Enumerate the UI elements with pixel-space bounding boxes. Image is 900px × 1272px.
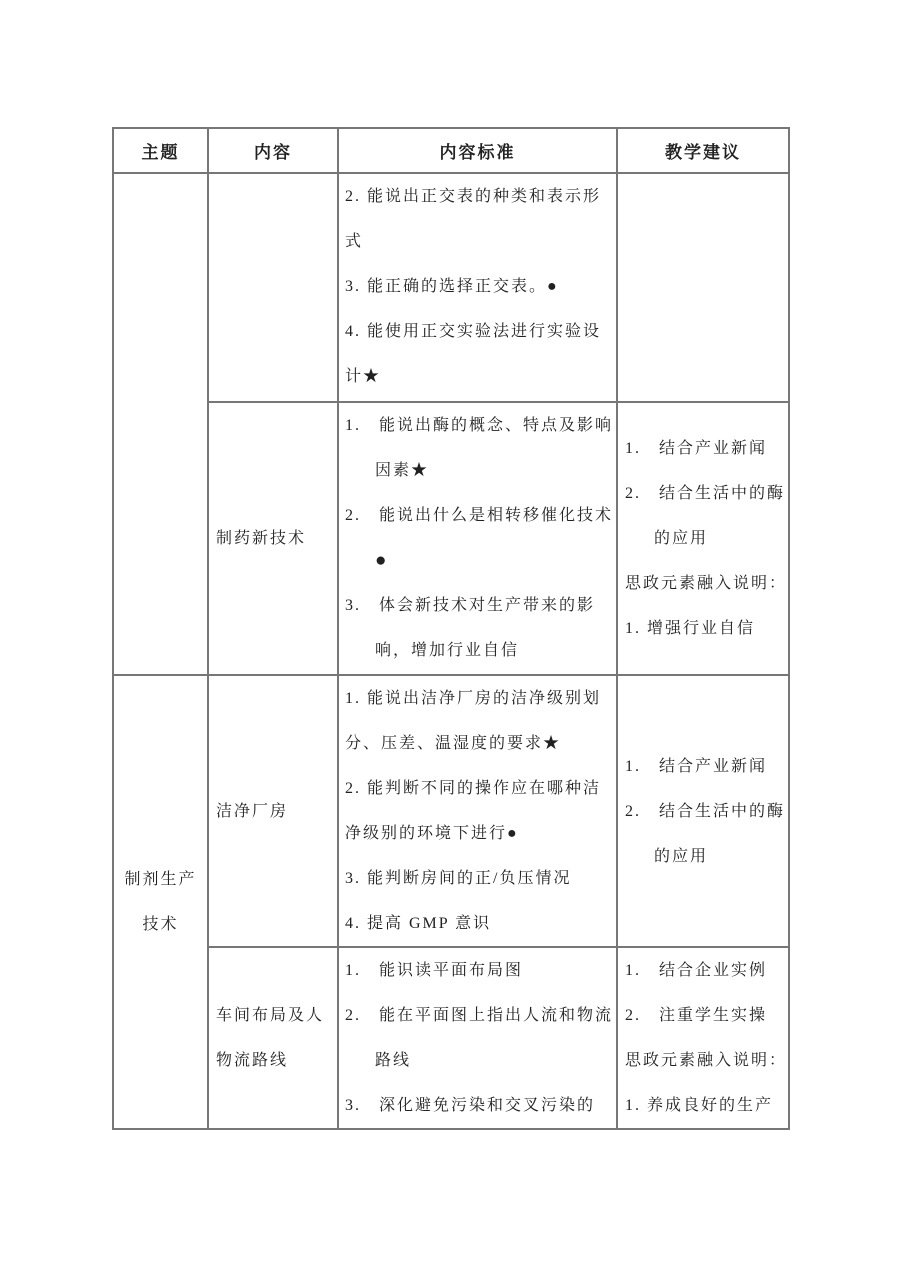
standard-line: 4. 能使用正交实验法进行实验设 (345, 323, 602, 340)
cell-suggestions-c (617, 675, 789, 947)
cell-standards-d (338, 947, 617, 1129)
standard-line-bullet: ● (375, 550, 389, 571)
cell-standards-b (338, 402, 617, 675)
standard-line: 2. 能说出什么是相转移催化技术 (345, 507, 614, 524)
cell-content-d (208, 947, 338, 1129)
suggestion-line: 2. 结合生活中的酶 (625, 485, 786, 502)
content-label: 物流路线 (216, 1052, 289, 1069)
cell-content-c (208, 675, 338, 947)
standard-line: 路线 (375, 1052, 412, 1069)
suggestion-line: 1. 养成良好的生产 (625, 1097, 774, 1114)
cell-suggestions-d (617, 947, 789, 1129)
suggestion-line: 思政元素融入说明： (625, 1052, 788, 1069)
standard-line: 因素★ (375, 462, 430, 479)
table-header-row (113, 128, 789, 173)
header-topic: 主题 (113, 128, 208, 173)
content-label: 车间布局及人 (216, 1007, 325, 1024)
standard-line: 1. 能说出酶的概念、特点及影响 (345, 417, 614, 434)
header-suggestion: 教学建议 (617, 128, 789, 173)
cell-standards-c (338, 675, 617, 947)
standard-line: 响，增加行业自信 (375, 642, 520, 659)
suggestion-line: 1. 结合产业新闻 (625, 757, 768, 775)
standard-line: 2. 能判断不同的操作应在哪种洁 (345, 780, 602, 797)
standard-line: 计★ (345, 368, 382, 385)
standard-line: 3. 体会新技术对生产带来的影 (345, 597, 596, 614)
suggestion-line: 1. 增强行业自信 (625, 620, 756, 637)
cell-topic-block2 (113, 675, 208, 1129)
standard-line: 1. 能识读平面布局图 (345, 962, 524, 979)
table-row-orthogonal (113, 173, 789, 402)
suggestion-line: 的应用 (654, 530, 709, 547)
suggestion-line: 1. 结合产业新闻 (625, 440, 768, 457)
standard-line: 3. 能正确的选择正交表。● (345, 278, 559, 295)
table-row-workshop-layout (113, 947, 789, 1129)
standard-line: 2. 能说出正交表的种类和表示形 (345, 188, 602, 205)
cell-suggestions-b (617, 402, 789, 675)
curriculum-table (112, 127, 790, 1130)
suggestion-line: 思政元素融入说明： (625, 575, 788, 592)
suggestion-line: 2. 注重学生实操 (625, 1007, 768, 1024)
suggestion-line: 2. 结合生活中的酶 (625, 802, 786, 820)
standard-line: 3. 深化避免污染和交叉污染的 (345, 1097, 596, 1114)
cell-topic-block1-empty (113, 173, 208, 675)
cell-standards-a (338, 173, 617, 402)
standard-line: 净级别的环境下进行● (345, 825, 519, 842)
table-row-cleanroom (113, 675, 789, 947)
table-row-new-pharma-tech (113, 402, 789, 675)
topic-label: 制剂生产 (124, 871, 197, 888)
standard-line: 2. 能在平面图上指出人流和物流 (345, 1007, 614, 1024)
standard-line: 分、压差、温湿度的要求★ (345, 735, 562, 752)
suggestion-line: 的应用 (654, 847, 709, 865)
suggestion-line: 1. 结合企业实例 (625, 962, 768, 979)
standard-line: 4. 提高 GMP 意识 (345, 915, 492, 932)
cell-suggestions-a-empty (617, 173, 789, 402)
standard-line: 式 (345, 233, 364, 250)
cell-content-a-empty (208, 173, 338, 402)
topic-label: 技术 (142, 916, 179, 933)
content-label: 洁净厂房 (216, 802, 289, 820)
standard-line: 1. 能说出洁净厂房的洁净级别划 (345, 690, 602, 707)
standard-line: 3. 能判断房间的正/负压情况 (345, 870, 572, 887)
header-standard: 内容标准 (338, 128, 617, 173)
content-label: 制药新技术 (216, 530, 307, 547)
cell-content-b (208, 402, 338, 675)
header-content: 内容 (208, 128, 338, 173)
